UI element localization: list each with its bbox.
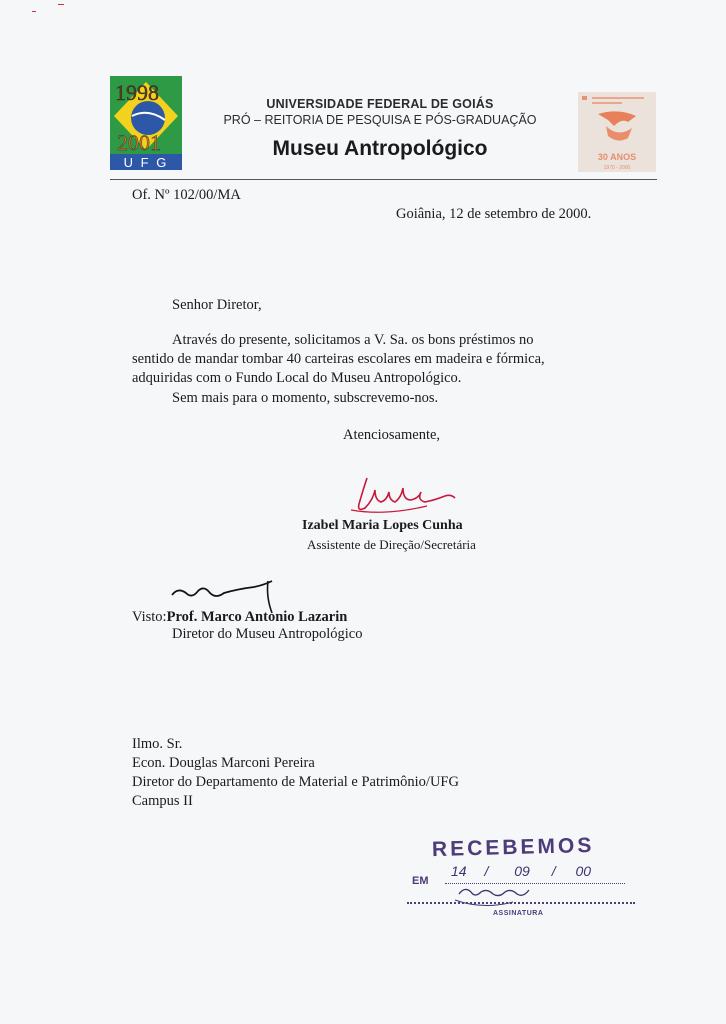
ufg-emblem-icon [110,76,182,170]
stamp-signature-label: ASSINATURA [493,910,544,917]
reference-number: Of. Nº 102/00/MA [132,187,241,203]
logo-abbr: U F G [123,155,169,170]
approval-label: Visto: [132,609,167,625]
regards: Atenciosamente, [343,427,441,443]
salutation: Senhor Diretor, [172,297,262,313]
body-line: sentido de mandar tombar 40 carteiras escolares em madeira e fórmica, [132,351,545,367]
body-line: Através do presente, solicitamos a V. Sa. os bons préstimos no [172,332,534,348]
signature-izabel [345,470,475,520]
stamp-signature [453,882,553,908]
closing-line: Sem mais para o momento, subscrevemo-nos. [172,390,439,406]
header-divider [110,179,657,180]
pro-rectory-name: PRÓ – REITORIA DE PESQUISA E PÓS-GRADUAÇÃO [223,113,537,127]
letterhead-text [190,97,570,161]
stamp-day: 14 [451,863,467,879]
stamp-date: 14 / 09 / 00 [445,863,625,884]
signer-role: Assistente de Direção/Secretária [307,537,476,552]
stamp-em-label: EM [412,875,429,887]
addressee-line: Econ. Douglas Marconi Pereira [132,755,315,771]
body-line: adquiridas com o Fundo Local do Museu Antropológico. [132,370,462,386]
addressee-line: Ilmo. Sr. [132,736,183,752]
stamp-signature-line [407,902,635,904]
scan-mark [58,4,64,5]
addressee-line: Campus II [132,793,193,809]
stamp-year: 00 [575,863,592,879]
museum-anniversary-emblem-icon [578,92,656,172]
letter-body [132,331,619,388]
addressee-line: Diretor do Departamento de Material e Patrimônio/UFG [132,774,459,790]
logo-year-bottom: 2001 [117,130,161,155]
place-date: Goiânia, 12 de setembro de 2000. [396,206,592,222]
logo-year-top: 1998 [115,80,159,105]
received-stamp [405,833,637,922]
signer-name: Izabel Maria Lopes Cunha [302,518,463,533]
anniversary-years: 1970 - 2000 [603,165,631,171]
stamp-title: RECEBEMOS [431,833,595,862]
scan-mark [32,11,36,12]
addressee-block [132,735,459,811]
approver-role: Diretor do Museu Antropológico [172,626,363,642]
stamp-month: 09 [514,863,530,879]
university-name: UNIVERSIDADE FEDERAL DE GOIÁS [266,97,494,111]
anniversary-label: 30 ANOS [597,152,637,162]
approver-name: Prof. Marco Antonio Lazarin [166,609,348,625]
museum-name: Museu Antropológico [272,137,488,160]
